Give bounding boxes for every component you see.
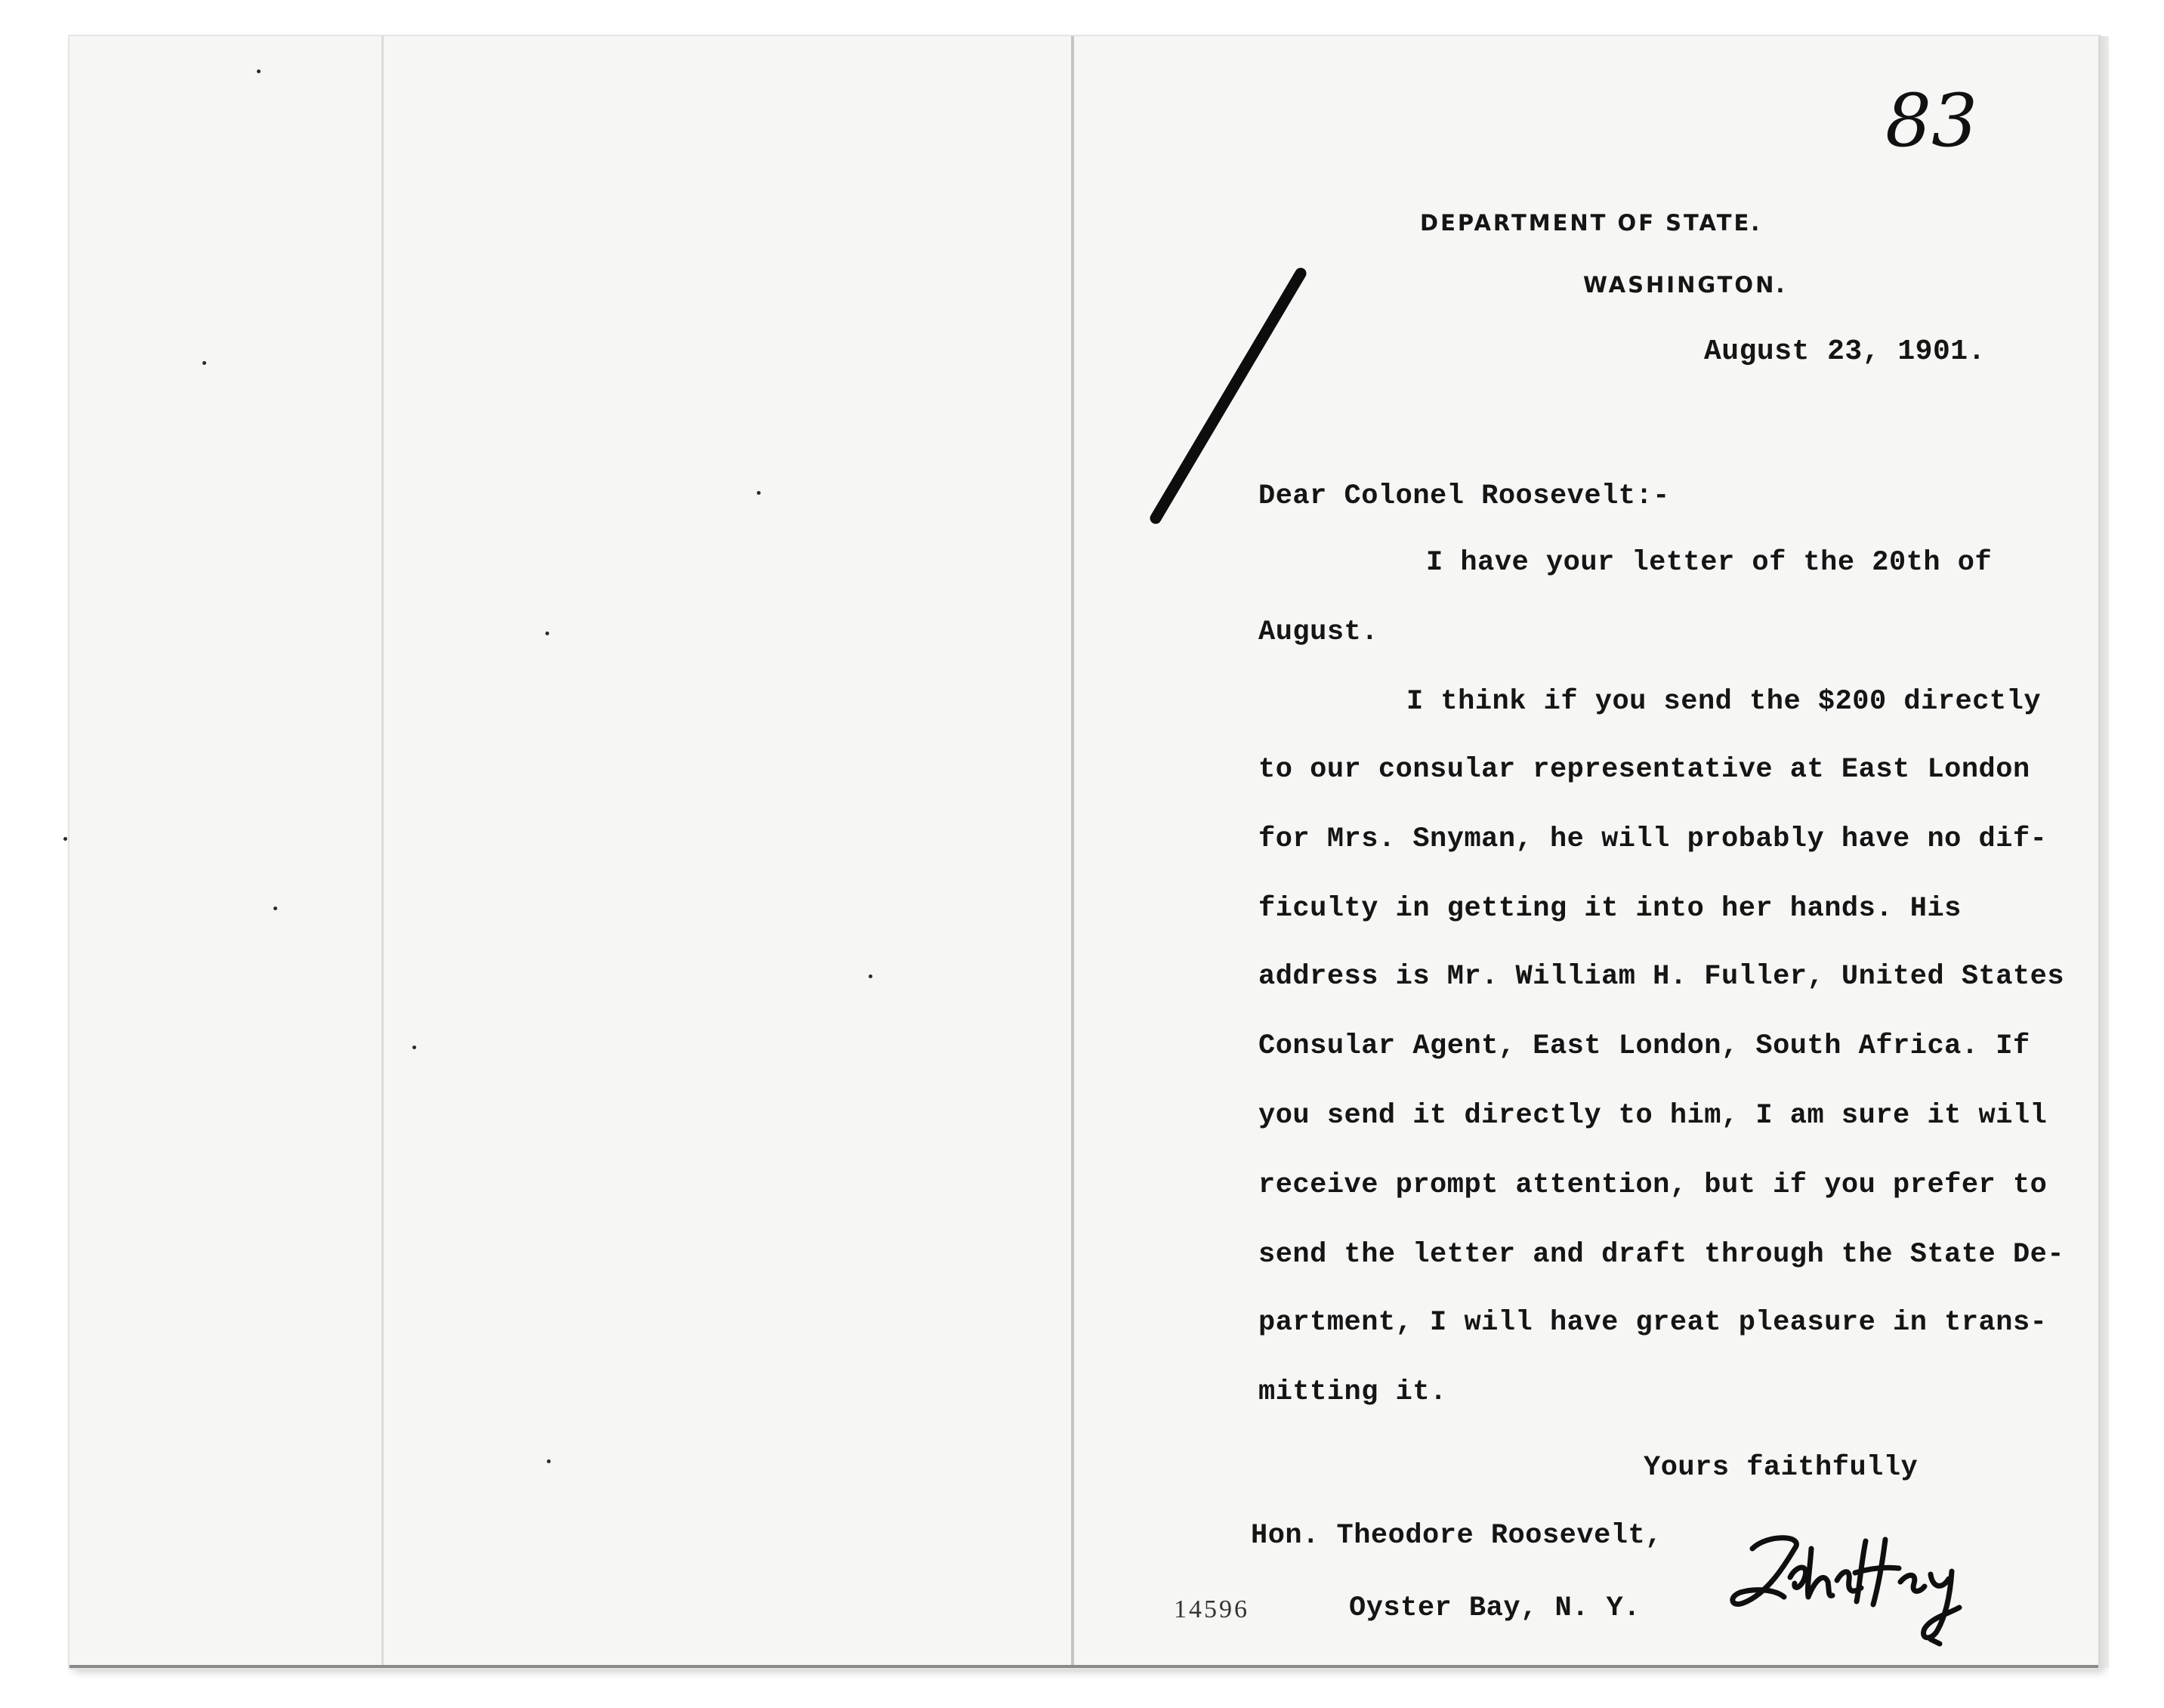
- letter-date: August 23, 1901.: [1704, 335, 1986, 368]
- addressee-name: Hon. Theodore Roosevelt,: [1251, 1520, 1662, 1552]
- body-line: mitting it.: [1258, 1376, 1447, 1408]
- body-line: you send it directly to him, I am sure it will: [1258, 1100, 2048, 1132]
- body-line: I have your letter of the 20th of: [1426, 547, 1993, 579]
- salutation: Dear Colonel Roosevelt:-: [1258, 480, 1670, 512]
- body-line: August.: [1258, 616, 1378, 648]
- body-line: I think if you send the $200 directly: [1406, 686, 2042, 718]
- body-line: address is Mr. William H. Fuller, United States: [1258, 961, 2065, 993]
- body-line: receive prompt attention, but if you prefer to: [1258, 1169, 2048, 1201]
- body-line: ficulty in getting it into her hands. His: [1258, 893, 1962, 925]
- signature-john-hay: [1722, 1518, 1994, 1654]
- letterhead-city: WASHINGTON.: [1583, 272, 1787, 298]
- closing: Yours faithfully: [1644, 1452, 1919, 1484]
- archive-number: 14596: [1174, 1595, 1249, 1623]
- body-line: partment, I will have great pleasure in trans-: [1258, 1307, 2048, 1339]
- body-line: Consular Agent, East London, South Africa. If: [1258, 1030, 2030, 1062]
- addressee-location: Oyster Bay, N. Y.: [1349, 1592, 1641, 1624]
- body-line: to our consular representative at East London: [1258, 754, 2030, 786]
- page-number-mark: 83: [1885, 79, 1978, 163]
- body-line: for Mrs. Snyman, he will probably have no dif-: [1258, 823, 2048, 855]
- letterhead-department: DEPARTMENT OF STATE.: [1420, 210, 1762, 236]
- body-line: send the letter and draft through the State De-: [1258, 1239, 2065, 1271]
